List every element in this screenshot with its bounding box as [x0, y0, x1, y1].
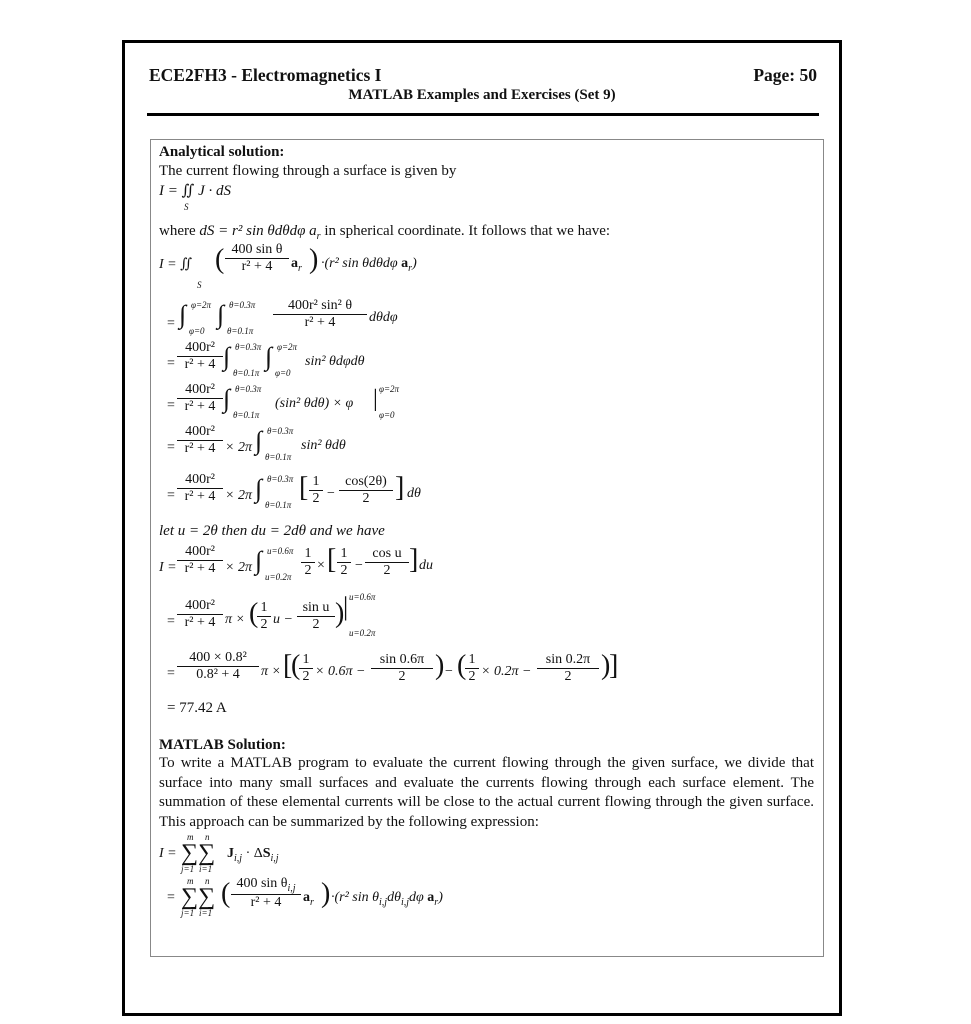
analytical-heading: Analytical solution: — [159, 144, 285, 160]
matlab-paragraph: To write a MATLAB program to evaluate the current flowing through the given surface, we divide that surface into many small surfaces and evaluate the currents flowing through each surface element. The summation of these elemental currents will be close to the actual current flowing through the given surface. This approach can be summarized by the following expression: — [159, 755, 814, 830]
eq-current-integral: I = ∬ J · dS — [159, 183, 232, 199]
eq1-lhs: I = ∬ — [159, 257, 193, 272]
analytical-result: = 77.42 A — [167, 700, 227, 716]
document-subtitle: MATLAB Examples and Exercises (Set 9) — [348, 87, 616, 103]
header-rule — [147, 113, 819, 116]
eq-current-subscript: S — [184, 202, 189, 212]
page-number: Page: 50 — [753, 65, 817, 85]
document-page — [122, 40, 842, 1016]
analytical-intro: The current flowing through a surface is given by — [159, 163, 457, 179]
solution-box: Analytical solution: The current flowing through a surface is given by I = ∬ J · dS S where dS = r² sin θdθdφ $a_r$ in spherical coordinate. It follows that we have: I = ∬ S ( $\frac{\text{400 sin θ}}{\text{r² + 4}}$ $a_r$ ) ·(r² sin θdθdφ $a_r$) = ∫ φ=2π φ=0 ∫ θ=0.3π θ=0.1π $\frac{\text{400r² sin² θ}}{\text{r² + 4}}$ dθdφ = $\frac{\text{400r²}}{\text{r² + 4}}$ ∫ θ=0.3π θ=0.1π ∫ φ=2π φ=0 sin² θdφdθ = $\frac{\text{400r²}}{\text{r² + 4}}$ ∫ θ=0.3π θ=0.1π (sin² θdθ) × φ | φ=2π φ=0 = $\frac{\text{400r²}}{\text{r² + 4}}$ × 2π ∫ θ=0.3π θ=0.1π sin² θdθ = $\frac{\text{400r²}}{\text{r² + 4}}$ × 2π ∫ θ=0.3π θ=0.1π [ $\frac{1}{2}$ − $\frac{\cos(2\theta)}{2}$ ] dθ let u = 2θ then du = 2dθ and we have I = $\frac{\text{400r²}}{\text{r² + 4}}$ × 2π ∫ u=0.6π u=0.2π $\frac{1}{2}$ × [ $\frac{1}{2}$ − $\frac{\text{cos u}}{2}$ ] du = $\frac{\text{400r²}}{\text{r² + 4}}$ π × ( $\frac{1}{2}$ u − $\frac{\text{sin u}}{2}$ ) | u=0.6π u=0.2π = $\frac{\text{400 × 0.8²}}{\text{0.8² + 4}}$ π × [ ( $\frac{1}{2}$ × 0.6π − $\frac{\sin 0.6\pi}{2}$ ) − ( $\frac{1}{2}$ × 0.2π − $\frac{\sin 0.2\pi}{2}$ ) ] = 77.42 A MATLAB Solution: To write a MATLAB program to evaluate the current flowing through the given surface, we divide that surface into many small surfaces and evaluate the currents flowing through each surface element. The summation of these elemental currents will be close to the actual current flowing through the given surface. This approach can be summarized by the following expression: I = ∑∑ m n j=1 i=1 $J_{i,j} \cdot \Delta S_{i,j}$ = ∑∑ m n j=1 i=1 ( $\frac{400 \sin \theta_{i,j}}{\text{r² + 4}}$ $a_r$ ) ·(r² $\sin \theta_{i,j}d\theta_{i,j}d\varphi$ $a_r$) — [150, 139, 824, 957]
where-line: where dS = r² sin θdθdφ $a_r$ in spherical coordinate. It follows that we have: — [159, 223, 611, 242]
where-prefix: where — [159, 223, 196, 239]
substitution-line: let u = 2θ then du = 2dθ and we have — [159, 523, 385, 539]
where-expression: dS = r² sin θdθdφ a — [199, 223, 317, 239]
matlab-heading: MATLAB Solution: — [159, 737, 286, 753]
course-title: ECE2FH3 - Electromagnetics I — [149, 65, 382, 85]
eq1-fraction: $\frac{\text{400 sin θ}}{\text{r² + 4}}$ — [225, 242, 289, 275]
eq2-fraction: $\frac{\text{400r² sin² θ}}{\text{r² + 4}}$ — [273, 298, 367, 331]
where-suffix: in spherical coordinate. It follows that we have: — [324, 223, 611, 239]
